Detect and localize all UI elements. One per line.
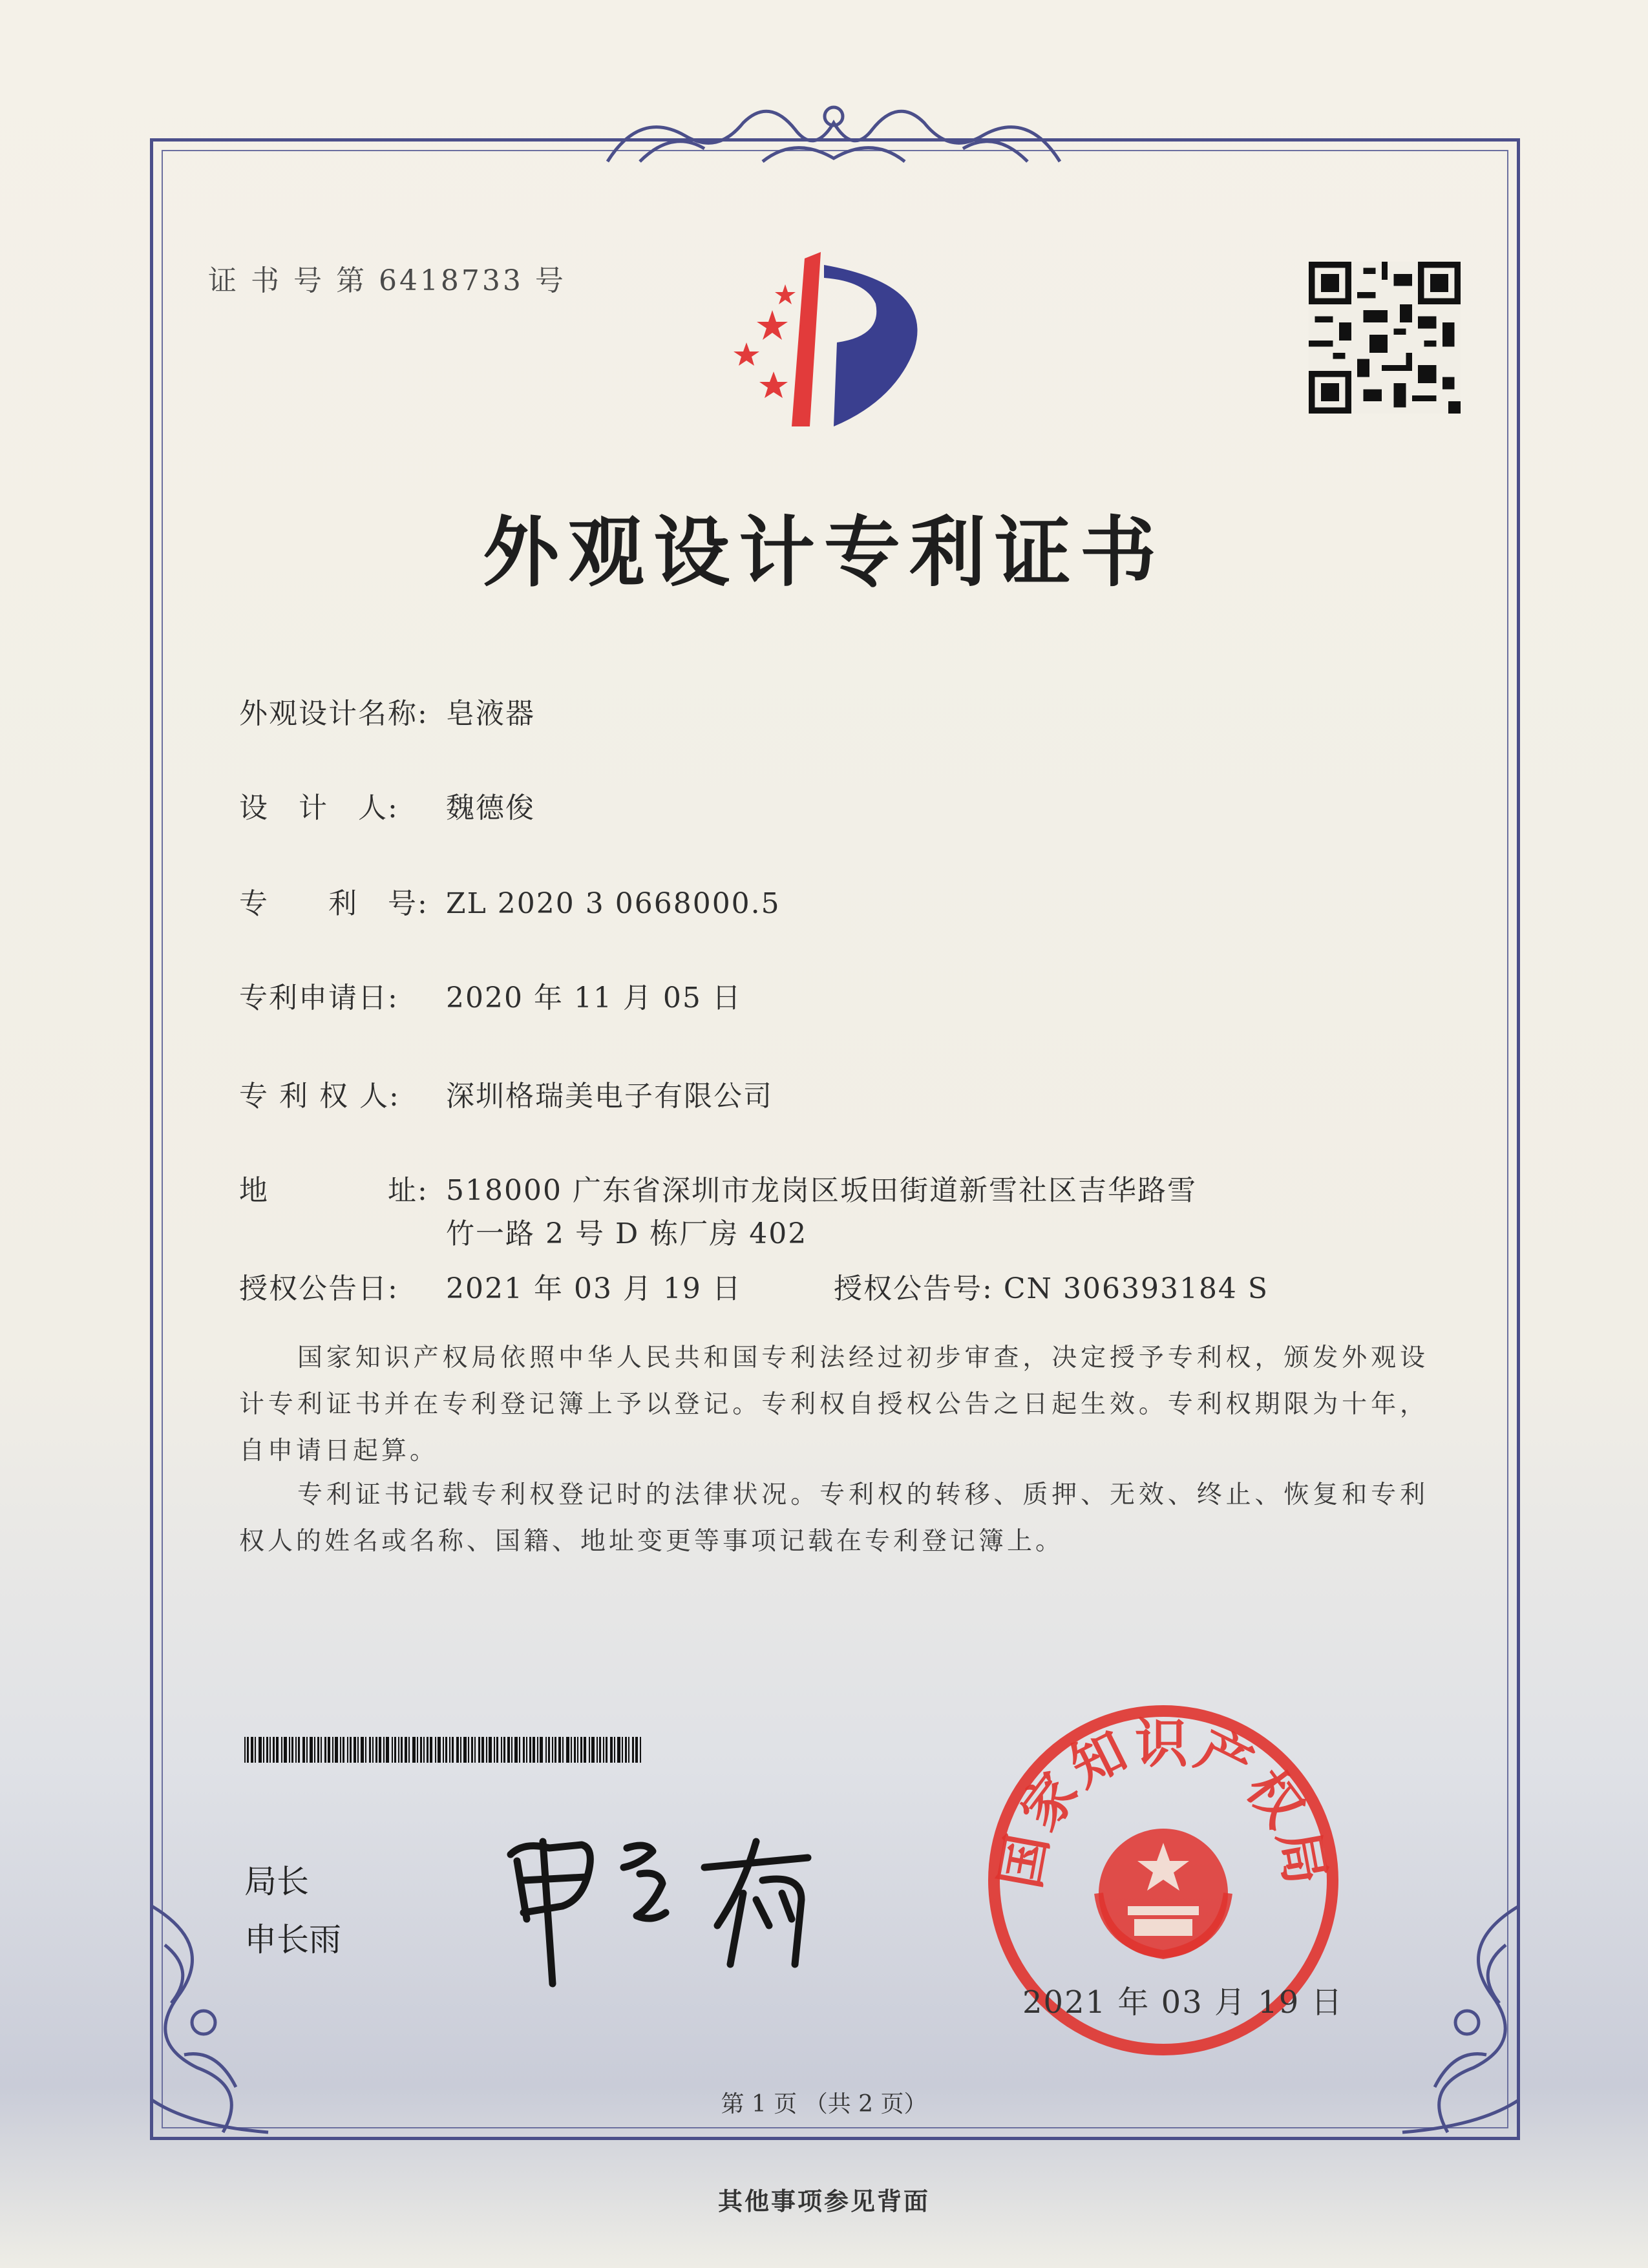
- barcode-bar: [501, 1737, 502, 1763]
- barcode-bar: [537, 1737, 538, 1763]
- barcode-bar: [591, 1737, 595, 1763]
- barcode-bar: [427, 1737, 428, 1763]
- design-name-label: 外观设计名称:: [239, 697, 428, 730]
- barcode-bar: [456, 1737, 459, 1763]
- barcode-bar: [430, 1737, 432, 1763]
- patentee-row: [239, 1073, 773, 1114]
- announcement-number-value: CN 306393184 S: [1003, 1272, 1269, 1305]
- barcode-bar: [347, 1737, 348, 1763]
- grant-paragraph: 国家知识产权局依照中华人民共和国专利法经过初步审查，决定授予专利权，颁发外观设计专利证书并在专利登记簿上予以登记。专利权自授权公告之日起生效。专利权期限为十年，自申请日起算。: [239, 1343, 1428, 1465]
- seal-date: 2021 年 03 月 19 日: [1022, 1984, 1344, 2021]
- barcode-bar: [580, 1737, 582, 1763]
- barcode-bar: [533, 1737, 535, 1763]
- barcode-bar: [494, 1737, 495, 1763]
- designer-value: 魏德俊: [446, 792, 535, 824]
- barcode-bar: [617, 1737, 620, 1763]
- patentee-value: 深圳格瑞美电子有限公司: [446, 1080, 773, 1113]
- address-label: 地 址:: [239, 1174, 428, 1207]
- seal-text: 国家知识产权局: [989, 1713, 1337, 1893]
- barcode-bar: [394, 1737, 396, 1763]
- barcode-bar: [526, 1737, 527, 1763]
- barcode-bar: [379, 1737, 381, 1763]
- barcode-bar: [486, 1737, 487, 1763]
- barcode-bar: [511, 1737, 512, 1763]
- announcement-number-label: 授权公告号:: [834, 1272, 993, 1305]
- barcode-bar: [529, 1737, 531, 1763]
- barcode-bar: [335, 1737, 338, 1763]
- barcode-bar: [584, 1737, 586, 1763]
- barcode-bar: [514, 1737, 518, 1763]
- barcode-bar: [324, 1737, 326, 1763]
- barcode-bar: [635, 1737, 638, 1763]
- barcode-bar: [489, 1737, 492, 1763]
- application-date-row: [239, 974, 742, 1016]
- barcode-bar: [302, 1737, 305, 1763]
- barcode-bar: [548, 1737, 550, 1763]
- address-row: [239, 1167, 1197, 1208]
- barcode-bar: [405, 1737, 407, 1763]
- barcode-bar: [577, 1737, 578, 1763]
- barcode-bar: [632, 1737, 634, 1763]
- barcode-bar: [321, 1737, 322, 1763]
- barcode-bar: [640, 1737, 641, 1763]
- barcode-bar: [574, 1737, 576, 1763]
- qr-code: [1309, 262, 1461, 414]
- back-note: 其他事项参见背面: [717, 2187, 930, 2216]
- barcode-bar: [273, 1737, 275, 1763]
- barcode-bar: [423, 1737, 425, 1763]
- barcode-bar: [606, 1737, 607, 1763]
- handwritten-signature: [498, 1803, 847, 1990]
- barcode-bar: [507, 1737, 510, 1763]
- barcode-bar: [386, 1737, 389, 1763]
- page-indicator: 第 1 页 （共 2 页）: [721, 2091, 927, 2117]
- barcode-bar: [269, 1737, 271, 1763]
- barcode-bar: [354, 1737, 356, 1763]
- barcode-bar: [443, 1737, 444, 1763]
- barcode-bar: [622, 1737, 623, 1763]
- barcode-bar: [471, 1737, 473, 1763]
- design-name-row: [239, 690, 535, 731]
- barcode-bar: [361, 1737, 364, 1763]
- barcode-bar: [496, 1737, 498, 1763]
- barcode-bar: [523, 1737, 525, 1763]
- barcode-bar: [519, 1737, 520, 1763]
- design-name-value: 皂液器: [446, 697, 535, 730]
- barcode-bar: [247, 1737, 249, 1763]
- barcode-bar: [401, 1737, 403, 1763]
- barcode-bar: [291, 1737, 293, 1763]
- patent-number-row: [239, 880, 781, 921]
- barcode-bar: [259, 1737, 262, 1763]
- barcode-bar: [372, 1737, 374, 1763]
- barcode-bar: [468, 1737, 469, 1763]
- barcode-bar: [298, 1737, 300, 1763]
- barcode-bar: [628, 1737, 629, 1763]
- barcode-bar: [463, 1737, 467, 1763]
- patentee-label: 专 利 权 人:: [239, 1080, 400, 1113]
- cnipa-logo: [721, 246, 953, 439]
- barcode-bar: [350, 1737, 352, 1763]
- barcode-bar: [552, 1737, 553, 1763]
- barcode-bar: [503, 1737, 505, 1763]
- barcode-bar: [281, 1737, 282, 1763]
- barcode-bar: [369, 1737, 371, 1763]
- barcode-bar: [266, 1737, 268, 1763]
- announcement-number-row: [834, 1265, 1269, 1307]
- barcode-bar: [328, 1737, 330, 1763]
- designer-row: [239, 784, 535, 826]
- barcode-bar: [625, 1737, 627, 1763]
- signatory-title: 局长: [244, 1863, 309, 1900]
- application-date-value: 2020 年 11 月 05 日: [446, 982, 742, 1014]
- barcode-bar: [478, 1737, 480, 1763]
- barcode-bar: [375, 1737, 377, 1763]
- barcode-bar: [284, 1737, 287, 1763]
- barcode-bar: [295, 1737, 297, 1763]
- barcode-bar: [244, 1737, 246, 1763]
- barcode-bar: [398, 1737, 399, 1763]
- barcode-bar: [558, 1737, 561, 1763]
- barcode-bar: [310, 1737, 313, 1763]
- announcement-date-value: 2021 年 03 月 19 日: [446, 1272, 742, 1305]
- barcode-bar: [255, 1737, 256, 1763]
- barcode-bar: [474, 1737, 476, 1763]
- certificate-title: 外观设计专利证书: [482, 508, 1165, 597]
- address-line-2: 竹一路 2 号 D 栋厂房 402: [446, 1217, 808, 1250]
- barcode-bar: [460, 1737, 461, 1763]
- barcode-bar: [343, 1737, 344, 1763]
- announcement-date-row: [239, 1265, 742, 1307]
- barcode-bar: [562, 1737, 564, 1763]
- barcode-bar: [540, 1737, 543, 1763]
- application-date-label: 专利申请日:: [239, 982, 399, 1014]
- announcement-date-label: 授权公告日:: [239, 1272, 399, 1305]
- barcode-bar: [445, 1737, 447, 1763]
- barcode-bar: [332, 1737, 333, 1763]
- barcode-bar: [420, 1737, 422, 1763]
- barcode-bar: [263, 1737, 264, 1763]
- barcode-bar: [452, 1737, 454, 1763]
- barcode-bar: [438, 1737, 441, 1763]
- barcode-bar: [555, 1737, 556, 1763]
- barcode-bar: [571, 1737, 572, 1763]
- signatory-name: 申长雨: [244, 1921, 341, 1958]
- barcode-bar: [412, 1737, 416, 1763]
- barcode-bar: [317, 1737, 319, 1763]
- barcode-bar: [276, 1737, 279, 1763]
- barcode-bar: [610, 1737, 613, 1763]
- certificate-number: 证 书 号 第 6418733 号: [208, 264, 566, 297]
- barcode-bar: [566, 1737, 569, 1763]
- barcode-bar: [251, 1737, 253, 1763]
- barcode-bar: [408, 1737, 410, 1763]
- barcode-bar: [603, 1737, 604, 1763]
- barcode-bar: [481, 1737, 484, 1763]
- barcode-bar: [435, 1737, 436, 1763]
- barcode-bar: [314, 1737, 315, 1763]
- patent-number-value: ZL 2020 3 0668000.5: [446, 887, 781, 920]
- designer-label: 设 计 人:: [239, 792, 399, 824]
- barcode-bar: [365, 1737, 366, 1763]
- patent-number-label: 专 利 号:: [239, 887, 428, 920]
- address-value: 518000 广东省深圳市龙岗区坂田街道新雪社区吉华路雪: [446, 1174, 1197, 1207]
- barcode-bar: [449, 1737, 450, 1763]
- barcode-bar: [597, 1737, 598, 1763]
- barcode-bar: [545, 1737, 547, 1763]
- barcode-bar: [614, 1737, 615, 1763]
- barcode-bar: [417, 1737, 418, 1763]
- barcode-bar: [589, 1737, 590, 1763]
- barcode-bar: [306, 1737, 308, 1763]
- barcode-bar: [340, 1737, 341, 1763]
- barcode: [244, 1737, 645, 1763]
- barcode-bar: [289, 1737, 290, 1763]
- barcode-bar: [392, 1737, 393, 1763]
- top-ornament: [601, 97, 1066, 174]
- barcode-bar: [357, 1737, 359, 1763]
- legal-status-paragraph: 专利证书记载专利权登记时的法律状况。专利权的转移、质押、无效、终止、恢复和专利权人的姓名或名称、国籍、地址变更等事项记载在专利登记簿上。: [239, 1480, 1428, 1556]
- barcode-bar: [599, 1737, 601, 1763]
- barcode-bar: [383, 1737, 385, 1763]
